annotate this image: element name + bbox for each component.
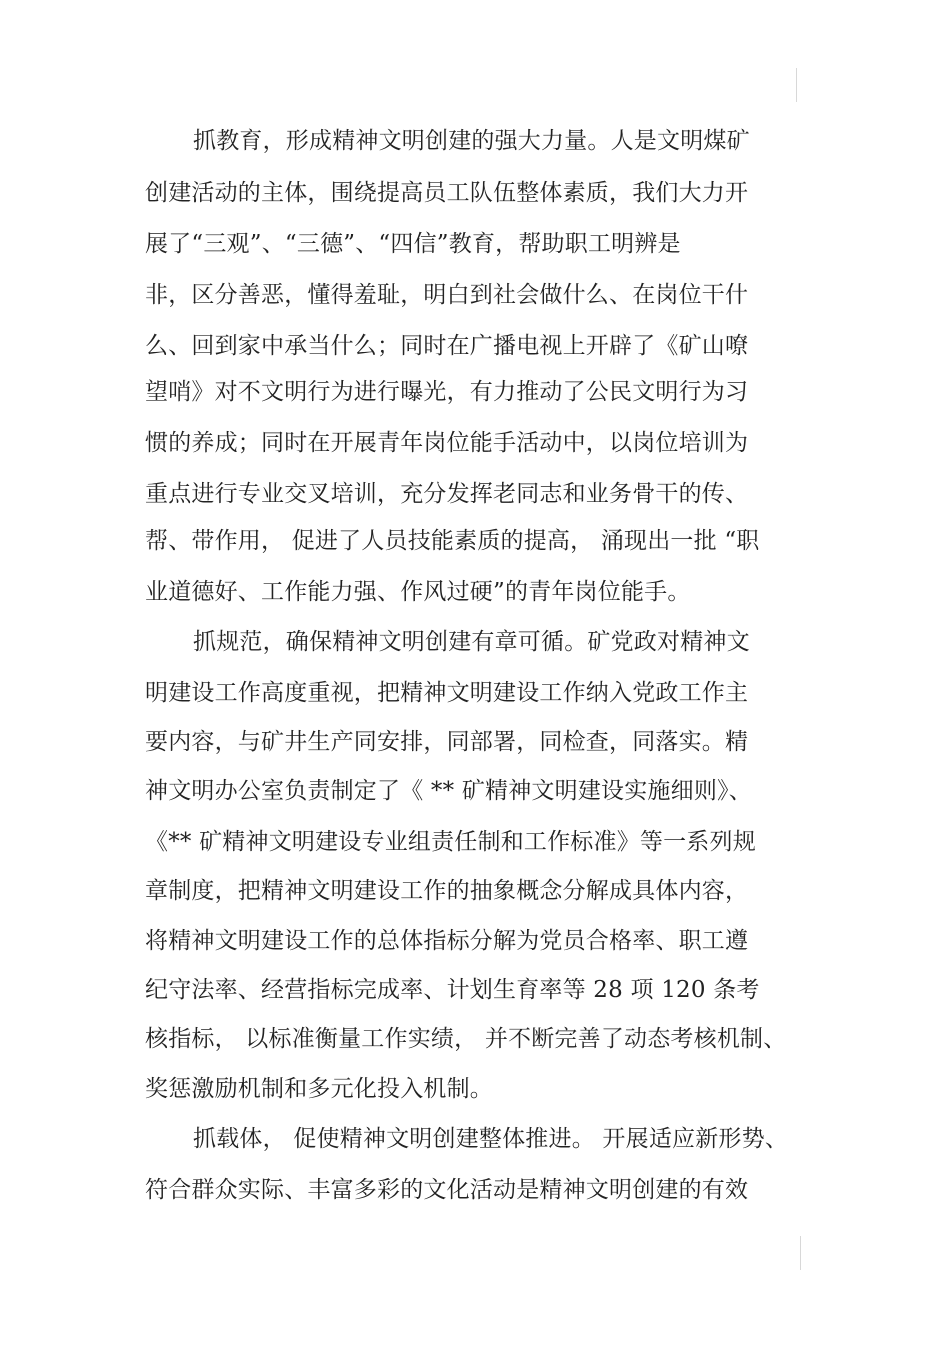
page-edge-mark (796, 68, 797, 102)
paragraph-2-line-3: 要内容，与矿井生产同安排，同部署，同检查，同落实。精 (145, 729, 749, 755)
paragraph-1-line-1: 抓教育，形成精神文明创建的强大力量。人是文明煤矿 (193, 128, 750, 154)
paragraph-2-line-5: 《** 矿精神文明建设专业组责任制和工作标准》等一系列规 (145, 829, 756, 855)
paragraph-2-line-7: 将精神文明建设工作的总体指标分解为党员合格率、职工遵 (145, 928, 749, 954)
paragraph-2-line-1: 抓规范，确保精神文明创建有章可循。矿党政对精神文 (193, 629, 750, 655)
paragraph-1-line-7: 惯的养成；同时在开展青年岗位能手活动中，以岗位培训为 (145, 430, 749, 456)
paragraph-1-line-4: 非，区分善恶，懂得羞耻，明白到社会做什么、在岗位干什 (145, 282, 749, 308)
paragraph-1-line-10: 业道德好、工作能力强、作风过硬”的青年岗位能手。 (145, 579, 691, 605)
paragraph-3-line-2: 符合群众实际、丰富多彩的文化活动是精神文明创建的有效 (145, 1177, 749, 1203)
paragraph-1-line-5: 么、回到家中承当什么；同时在广播电视上开辟了《矿山嘹 (145, 333, 749, 359)
paragraph-1-line-3: 展了“三观”、“三德”、“四信”教育，帮助职工明辨是 (145, 231, 681, 257)
paragraph-2-line-9: 核指标， 以标准衡量工作实绩， 并不断完善了动态考核机制、 (145, 1026, 787, 1052)
paragraph-3-line-1: 抓载体， 促使精神文明创建整体推进。 开展适应新形势、 (193, 1126, 789, 1152)
paragraph-2-line-6: 章制度，把精神文明建设工作的抽象概念分解成具体内容， (145, 878, 749, 904)
paragraph-1-line-9: 帮、带作用， 促进了人员技能素质的提高， 涌现出一批 “职 (145, 528, 760, 554)
page-edge-mark (800, 1236, 801, 1270)
paragraph-2-line-4: 神文明办公室负责制定了《 ** 矿精神文明建设实施细则》、 (145, 778, 752, 804)
paragraph-2-line-10: 奖惩激励机制和多元化投入机制。 (145, 1076, 493, 1102)
paragraph-1-line-6: 望哨》对不文明行为进行曝光，有力推动了公民文明行为习 (145, 379, 749, 405)
paragraph-1-line-8: 重点进行专业交叉培训，充分发挥老同志和业务骨干的传、 (145, 481, 749, 507)
paragraph-1-line-2: 创建活动的主体，围绕提高员工队伍整体素质，我们大力开 (145, 180, 749, 206)
paragraph-2-line-2: 明建设工作高度重视，把精神文明建设工作纳入党政工作主 (145, 680, 749, 706)
paragraph-2-line-8: 纪守法率、经营指标完成率、计划生育率等 28 项 120 条考 (145, 977, 760, 1003)
